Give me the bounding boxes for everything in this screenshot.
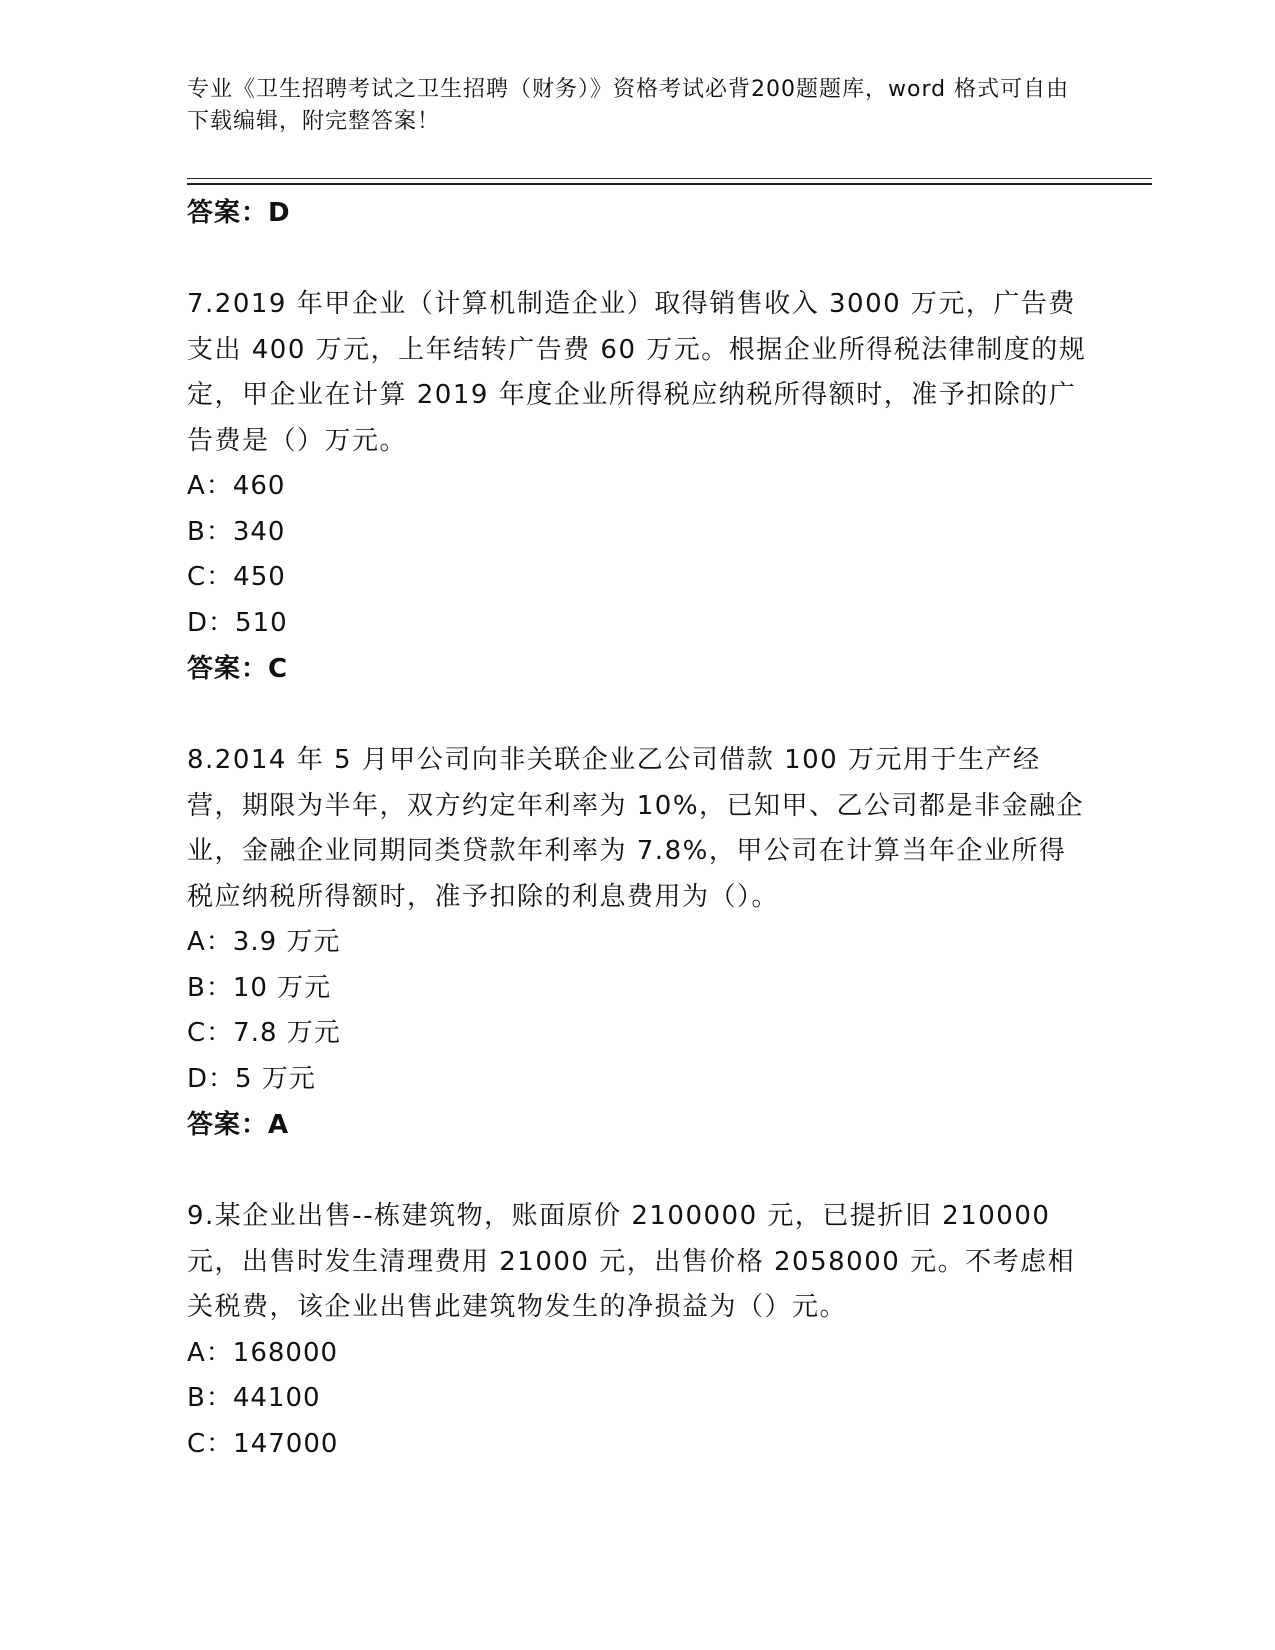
page-header (187, 74, 1087, 138)
option-d: D：5 万元 (187, 1063, 316, 1094)
answer-line: 答案：A (187, 1110, 290, 1140)
question-stem: 7.2019 年甲企业（计算机制造企业）取得销售收入 3000 万元，广告费支出 400 万元，上年结转广告费 60 万元。根据企业所得税法律制度的规定，甲企业在计算 2019 年度企业所得税应纳税所得额时，准予扣除的广告费是（）万元。 (187, 289, 1087, 456)
option-b: B：44100 (187, 1383, 321, 1413)
header-divider-thick (187, 183, 1152, 185)
question-9 (187, 1194, 1087, 1467)
option-a: A：460 (187, 471, 286, 501)
option-b: B：340 (187, 516, 286, 547)
question-stem: 8.2014 年 5 月甲公司向非关联企业乙公司借款 100 万元用于生产经营，期限为半年，双方约定年利率为 10%，已知甲、乙公司都是非金融企业，金融企业同期同类贷款年利率为 7.8%，甲公司在计算当年企业所得税应纳税所得额时，准予扣除的利息费用为（）。 (187, 745, 1085, 912)
option-c: C：450 (187, 562, 286, 592)
option-b: B：10 万元 (187, 972, 332, 1003)
question-stem: 9.某企业出售--栋建筑物，账面原价 2100000 元，已提折旧 210000 元，出售时发生清理费用 21000 元，出售价格 2058000 元。不考虑相关税费，该企业出售此建筑物发生的净损益为（）元。 (187, 1201, 1076, 1322)
question-8 (187, 738, 1087, 1148)
option-a: A：168000 (187, 1337, 339, 1368)
page-content (187, 190, 1087, 1467)
answer-line: 答案：C (187, 654, 289, 684)
option-c: C：7.8 万元 (187, 1018, 341, 1048)
option-c: C：147000 (187, 1428, 339, 1459)
question-7 (187, 282, 1087, 692)
option-d: D：510 (187, 607, 288, 638)
answer-line: 答案：D (187, 198, 291, 228)
header-divider (187, 178, 1152, 179)
header-title: 专业《卫生招聘考试之卫生招聘（财务）》资格考试必背200题题库，word 格式可自由下载编辑，附完整答案！ (187, 77, 1070, 134)
option-a: A：3.9 万元 (187, 927, 341, 957)
